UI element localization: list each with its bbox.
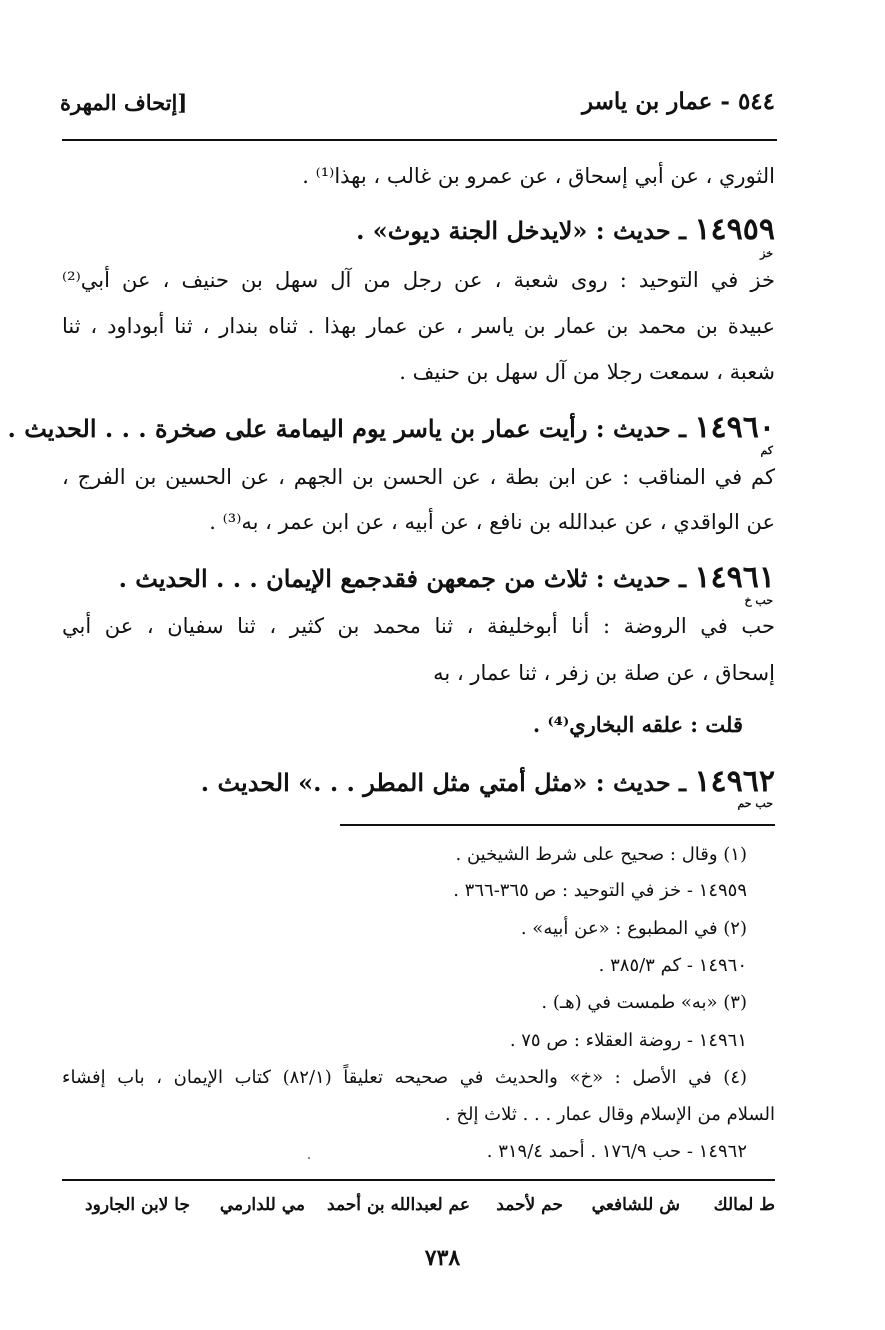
abbreviation-item: ط لمالك: [713, 1195, 775, 1215]
abbreviation-item: مي للدارمي: [219, 1195, 305, 1215]
page-number: ٧٣٨: [424, 1245, 461, 1271]
footnote-rule: [340, 824, 775, 826]
hadith-heading-14959: [356, 212, 775, 247]
hadith-title: ـ حديث : «مثل أمتي مثل المطر . . .» الحديث .: [200, 768, 687, 797]
header-rule: [62, 139, 777, 141]
footnote-line: ١٤٩٦١ - روضة العقلاء : ص ٧٥ .: [509, 1030, 747, 1051]
hadith-title: ـ حديث : «لايدخل الجنة ديوث» .: [356, 216, 687, 245]
print-speck: [308, 1157, 310, 1159]
footnote-line: (٣) «به» طمست في (هـ) .: [541, 992, 747, 1013]
paragraph-line: كم في المناقب : عن ابن بطة ، عن الحسن بن الجهم ، عن الحسين بن الفرج ،: [62, 465, 775, 489]
abbreviations-rule: [62, 1179, 775, 1181]
footnote-line: (١) وقال : صحيح على شرط الشيخين .: [455, 844, 747, 865]
paragraph-line: عن الواقدي ، عن عبدالله بن نافع ، عن أبيه ، عن ابن عمر ، به⁽³⁾ .: [209, 510, 775, 534]
source-code: حب حم: [737, 797, 773, 810]
footnote-line: ١٤٩٦٠ - كم ٣٨٥/٣ .: [598, 955, 747, 976]
source-code: خز: [760, 247, 773, 260]
hadith-heading-14960: [8, 410, 776, 445]
hadith-title: ـ حديث : ثلاث من جمعهن فقدجمع الإيمان . . . الحديث .: [118, 564, 687, 593]
hadith-heading-14962: [201, 764, 775, 799]
paragraph-line: عبيدة بن محمد بن عمار بن ياسر ، عن عمار بهذا . ثناه بندار ، ثنا أبوداود ، ثنا: [62, 314, 775, 338]
hadith-number: ١٤٩٥٩: [694, 212, 775, 247]
hadith-heading-14961: [119, 560, 775, 595]
footnote-line: ١٤٩٦٢ - حب ١٧٦/٩ . أحمد ٣١٩/٤ .: [486, 1141, 747, 1162]
abbreviation-item: ش للشافعي: [591, 1195, 680, 1215]
running-header-book: [إتحاف المهرة: [60, 90, 188, 115]
hadith-title: ـ حديث : رأيت عمار بن ياسر يوم اليمامة على صخرة . . . الحديث .: [7, 414, 687, 443]
abbreviation-item: حم لأحمد: [496, 1195, 563, 1215]
intro-line: الثوري ، عن أبي إسحاق ، عن عمرو بن غالب ، بهذا⁽¹⁾ .: [302, 164, 775, 188]
abbreviation-item: جا لابن الجارود: [85, 1195, 190, 1215]
footnote-line: السلام من الإسلام وقال عمار . . . ثلاث إلخ .: [444, 1104, 775, 1125]
source-code: حب خ: [744, 594, 773, 607]
paragraph-line: حب في الروضة : أنا أبوخليفة ، ثنا محمد بن كثير ، ثنا سفيان ، عن أبي: [62, 614, 775, 638]
footnote-line: (٤) في الأصل : «خ» والحديث في صحيحه تعليقاً (٨٢/١) كتاب الإيمان ، باب إفشاء: [62, 1067, 748, 1088]
running-header-title: ٥٤٤ - عمار بن ياسر: [581, 88, 775, 115]
source-code: كم: [760, 444, 773, 457]
footnote-line: ١٤٩٥٩ - خز في التوحيد : ص ٣٦٥-٣٦٦ .: [453, 880, 747, 901]
hadith-number: ١٤٩٦٠: [694, 410, 775, 445]
paragraph-line: إسحاق ، عن صلة بن زفر ، ثنا عمار ، به: [433, 661, 775, 685]
hadith-number: ١٤٩٦١: [694, 560, 775, 595]
footnote-line: (٢) في المطبوع : «عن أبيه» .: [520, 918, 747, 939]
paragraph-line: خز في التوحيد : روى شعبة ، عن رجل من آل سهل بن حنيف ، عن أبي⁽²⁾: [62, 268, 775, 292]
abbreviation-item: عم لعبدالله بن أحمد: [327, 1195, 470, 1215]
hadith-number: ١٤٩٦٢: [694, 764, 775, 799]
note-qult: قلت : علقه البخاري⁽⁴⁾ .: [532, 712, 743, 737]
paragraph-line: شعبة ، سمعت رجلا من آل سهل بن حنيف .: [399, 360, 775, 384]
